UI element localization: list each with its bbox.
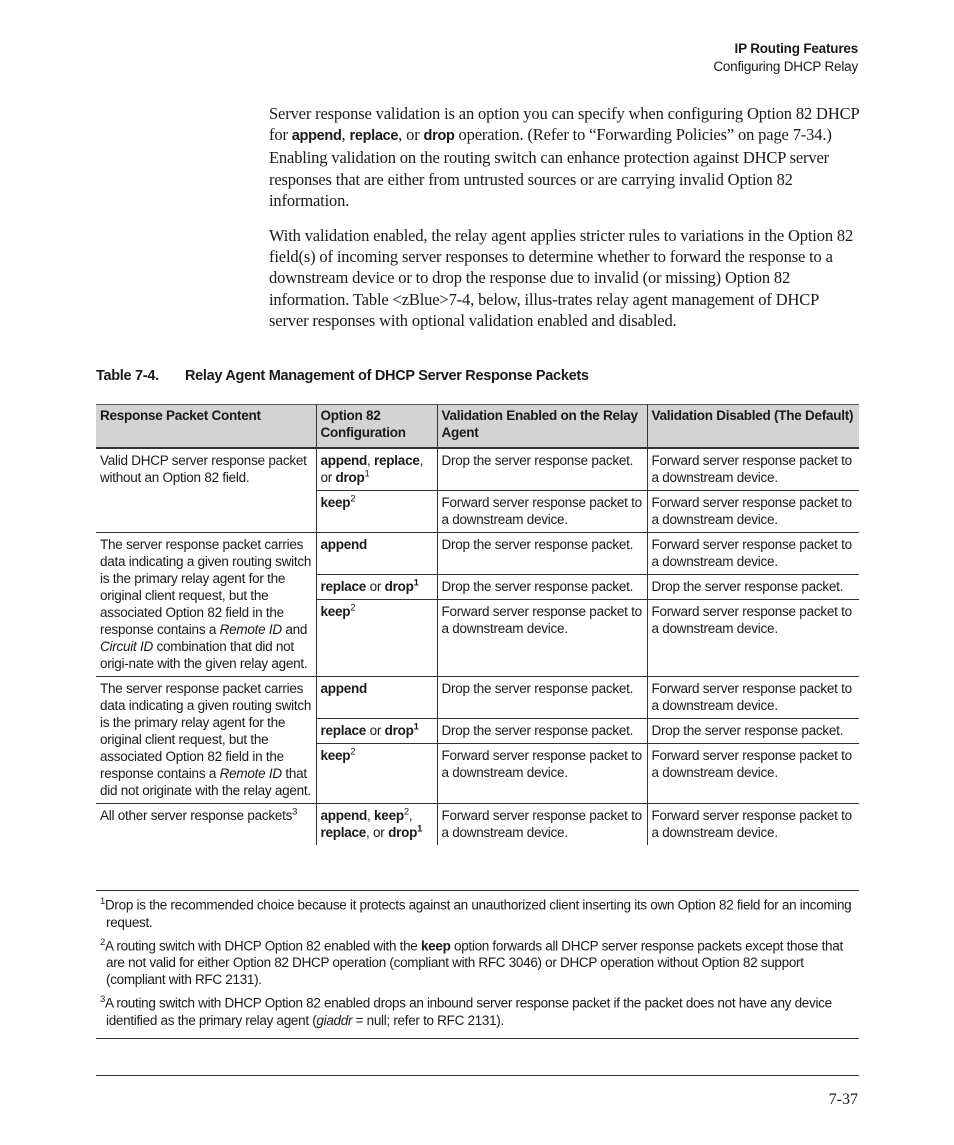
table-footnotes (96, 890, 859, 1039)
content-cell: The server response packet carries data indicating a given routing switch is the primary relay agent for the original client request, but the associated Option 82 field in the response contains a Remote ID that did not originate with the relay agent. (96, 677, 316, 804)
disabled-cell: Forward server response packet to a downstream device. (647, 804, 859, 846)
header-section-title: IP Routing Features (734, 41, 858, 56)
table-row (96, 448, 859, 491)
footnote-3: $^3$A routing switch with DHCP Option 82 enabled drops an inbound server response packet if the packet does not have any device identified as the primary relay agent (giaddr = null; refer to RFC 2131). (100, 994, 832, 1028)
disabled-cell: Forward server response packet to a downstream device. (647, 491, 859, 533)
config-cell: keep$^2$ (316, 491, 437, 533)
table-row (96, 677, 859, 719)
relay-agent-table (96, 404, 859, 845)
config-cell: append, keep$^2$, replace, or drop$^1$ (316, 804, 437, 846)
table-row (96, 533, 859, 575)
disabled-cell: Forward server response packet to a downstream device. (647, 600, 859, 677)
table-caption (96, 368, 589, 384)
enabled-cell: Drop the server response packet. (437, 719, 647, 744)
keyword-replace: replace (349, 128, 399, 145)
disabled-cell: Drop the server response packet. (647, 575, 859, 600)
config-cell: replace or drop$^1$ (316, 575, 437, 600)
content-cell: Valid DHCP server response packet without an Option 82 field. (96, 448, 316, 533)
disabled-cell: Forward server response packet to a downstream device. (647, 744, 859, 804)
content-cell: The server response packet carries data indicating a given routing switch is the primary relay agent for the original client request, but the associated Option 82 field in the response contains a Remote ID and Circuit ID combination that did not origi-nate with the given relay agent. (96, 533, 316, 677)
disabled-cell: Forward server response packet to a downstream device. (647, 448, 859, 491)
enabled-cell: Forward server response packet to a downstream device. (437, 804, 647, 846)
text-run: , or (398, 125, 424, 145)
header-subsection-title: Configuring DHCP Relay (713, 59, 858, 74)
table-row (96, 804, 859, 846)
enabled-cell: Forward server response packet to a downstream device. (437, 600, 647, 677)
config-cell: append (316, 533, 437, 575)
header-cell: Response Packet Content (96, 405, 316, 449)
disabled-cell: Drop the server response packet. (647, 719, 859, 744)
body-paragraph-2: With validation enabled, the relay agent applies stricter rules to variations in the Option 82 field(s) of incoming server responses to determine whether to forward the response to a downstream device or to drop the response due to invalid (or missing) Option 82 information. Table <zBlue>7-4, below, illus-trates relay agent management of DHCP server responses with optional validation enabled and disabled. (269, 226, 854, 330)
enabled-cell: Drop the server response packet. (437, 677, 647, 719)
table-title: Relay Agent Management of DHCP Server Response Packets (185, 368, 589, 384)
page-number: 7-37 (828, 1091, 858, 1108)
header-cell: Option 82 Configuration (316, 405, 437, 449)
footer-divider (96, 1075, 859, 1076)
content-cell: All other server response packets$^3$ (96, 804, 316, 846)
disabled-cell: Forward server response packet to a downstream device. (647, 677, 859, 719)
text-run: operation. (Refer to “Forwarding Policies” on page 7-34.) Enabling validation on the routing switch can enhance protection against DHCP server responses that are either from untrusted sources or are carrying invalid Option 82 information. (269, 125, 832, 210)
table-header-row (96, 405, 859, 449)
text-run: , (341, 125, 350, 145)
table-number: Table 7-4. (96, 368, 159, 384)
header-cell: Validation Disabled (The Default) (647, 405, 859, 449)
footnote-2: $^2$A routing switch with DHCP Option 82 enabled with the keep option forwards all DHCP server response packets except those that are not valid for either Option 82 DHCP operation (compliant with RFC 3046) or DHCP operation without Option 82 support (compliant with RFC 2131). (100, 936, 843, 987)
disabled-cell: Forward server response packet to a downstream device. (647, 533, 859, 575)
config-cell: keep$^2$ (316, 744, 437, 804)
config-cell: keep$^2$ (316, 600, 437, 677)
footnote-1: $^1$Drop is the recommended choice because it protects against an unauthorized client inserting its own Option 82 field for an incoming request. (100, 896, 852, 930)
enabled-cell: Forward server response packet to a downstream device. (437, 491, 647, 533)
enabled-cell: Forward server response packet to a downstream device. (437, 744, 647, 804)
keyword-append: append (291, 128, 342, 145)
config-cell: append, replace, or drop$^1$ (316, 448, 437, 491)
keyword-drop: drop (423, 128, 455, 145)
enabled-cell: Drop the server response packet. (437, 448, 647, 491)
config-cell: append (316, 677, 437, 719)
config-cell: replace or drop$^1$ (316, 719, 437, 744)
header-cell: Validation Enabled on the Relay Agent (437, 405, 647, 449)
running-header (713, 40, 858, 76)
enabled-cell: Drop the server response packet. (437, 575, 647, 600)
enabled-cell: Drop the server response packet. (437, 533, 647, 575)
body-paragraph-1 (269, 103, 859, 211)
text-run: Server response validation is an option you can specify when configuring Option 82 DHCP for (269, 104, 859, 145)
